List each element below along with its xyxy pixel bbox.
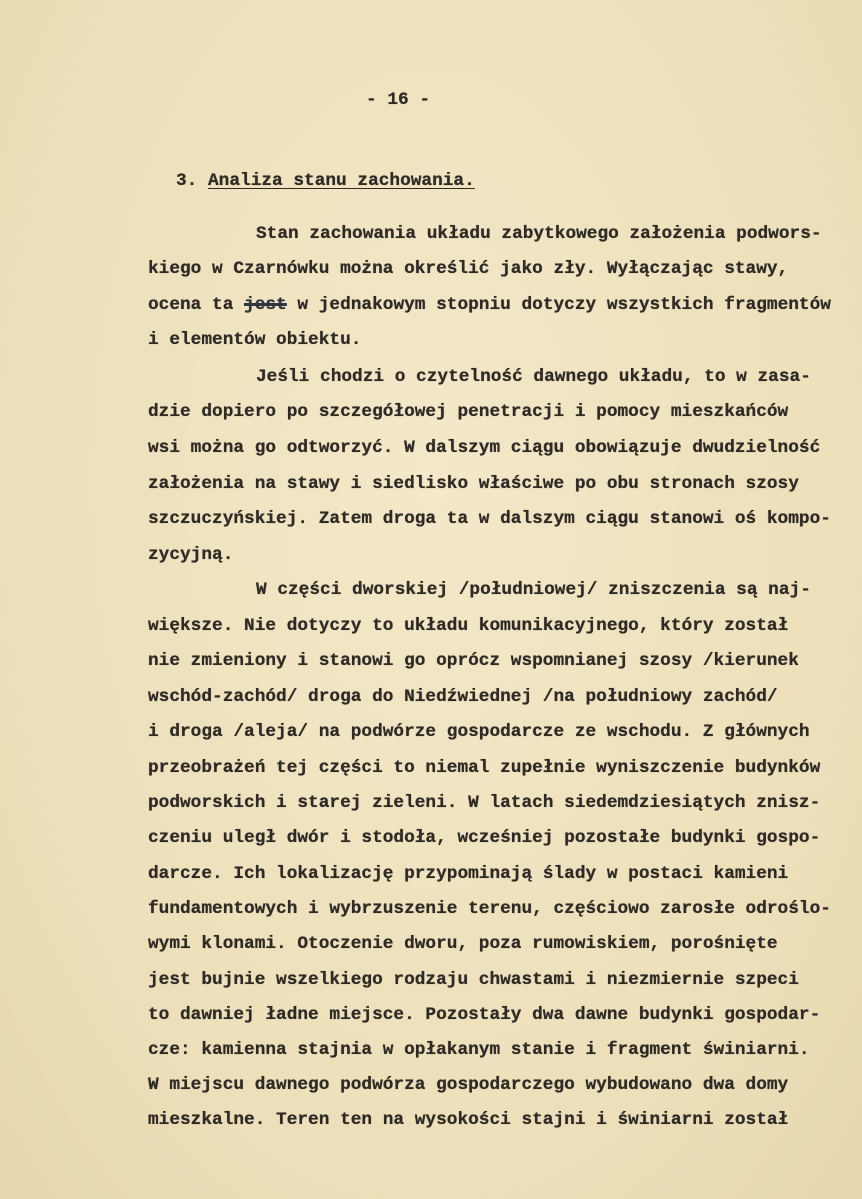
text-line: [148, 295, 831, 315]
text-line: darcze. Ich lokalizację przypominają ślady w postaci kamieni: [148, 864, 789, 884]
text-line: i elementów obiektu.: [148, 330, 362, 350]
text-fragment: ocena ta: [148, 295, 245, 315]
text-line: szczuczyńskiej. Zatem droga ta w dalszym ciągu stanowi oś kompo-: [148, 509, 831, 529]
text-line: W miejscu dawnego podwórza gospodarczego wybudowano dwa domy: [148, 1075, 789, 1095]
text-line: i droga /aleja/ na podwórze gospodarcze ze wschodu. Z głównych: [148, 722, 810, 742]
text-fragment: w jednakowym stopniu dotyczy wszystkich fragmentów: [286, 295, 831, 315]
text-line: zycyjną.: [148, 545, 234, 565]
section-title: Analiza stanu zachowania.: [208, 171, 475, 191]
text-line: cze: kamienna stajnia w opłakanym stanie i fragment świniarni.: [148, 1040, 810, 1060]
section-heading: [176, 171, 475, 191]
text-line: to dawniej ładne miejsce. Pozostały dwa dawne budynki gospodar-: [148, 1005, 821, 1025]
section-number: 3.: [176, 171, 198, 191]
text-line: dzie dopiero po szczegółowej penetracji i pomocy mieszkańców: [148, 402, 789, 422]
text-line: założenia na stawy i siedlisko właściwe po obu stronach szosy: [148, 474, 799, 494]
text-line: wymi klonami. Otoczenie dworu, poza rumowiskiem, porośnięte: [148, 934, 778, 954]
text-line: większe. Nie dotyczy to układu komunikacyjnego, który został: [148, 616, 789, 636]
text-line: wschód-zachód/ droga do Niedźwiednej /na południowy zachód/: [148, 687, 778, 707]
text-line: podworskich i starej zieleni. W latach siedemdziesiątych znisz-: [148, 793, 821, 813]
text-line: kiego w Czarnówku można określić jako zły. Wyłączając stawy,: [148, 259, 789, 279]
text-line: Stan zachowania układu zabytkowego założenia podwors-: [256, 224, 822, 244]
text-line: jest bujnie wszelkiego rodzaju chwastami i niezmiernie szpeci: [148, 970, 799, 990]
text-line: W części dworskiej /południowej/ zniszczenia są naj-: [256, 580, 811, 600]
text-line: Jeśli chodzi o czytelność dawnego układu, to w zasa-: [256, 367, 811, 387]
text-line: nie zmieniony i stanowi go oprócz wspomnianej szosy /kierunek: [148, 651, 799, 671]
text-line: wsi można go odtworzyć. W dalszym ciągu obowiązuje dwudzielność: [148, 438, 821, 458]
struck-word: jest: [244, 295, 287, 315]
text-line: czeniu uległ dwór i stodoła, wcześniej pozostałe budynki gospo-: [148, 828, 821, 848]
text-line: mieszkalne. Teren ten na wysokości stajni i świniarni został: [148, 1110, 789, 1130]
text-line: fundamentowych i wybrzuszenie terenu, częściowo zarosłe odroślo-: [148, 899, 831, 919]
text-line: przeobrażeń tej części to niemal zupełnie wyniszczenie budynków: [148, 758, 821, 778]
page-number: - 16 -: [366, 90, 431, 110]
